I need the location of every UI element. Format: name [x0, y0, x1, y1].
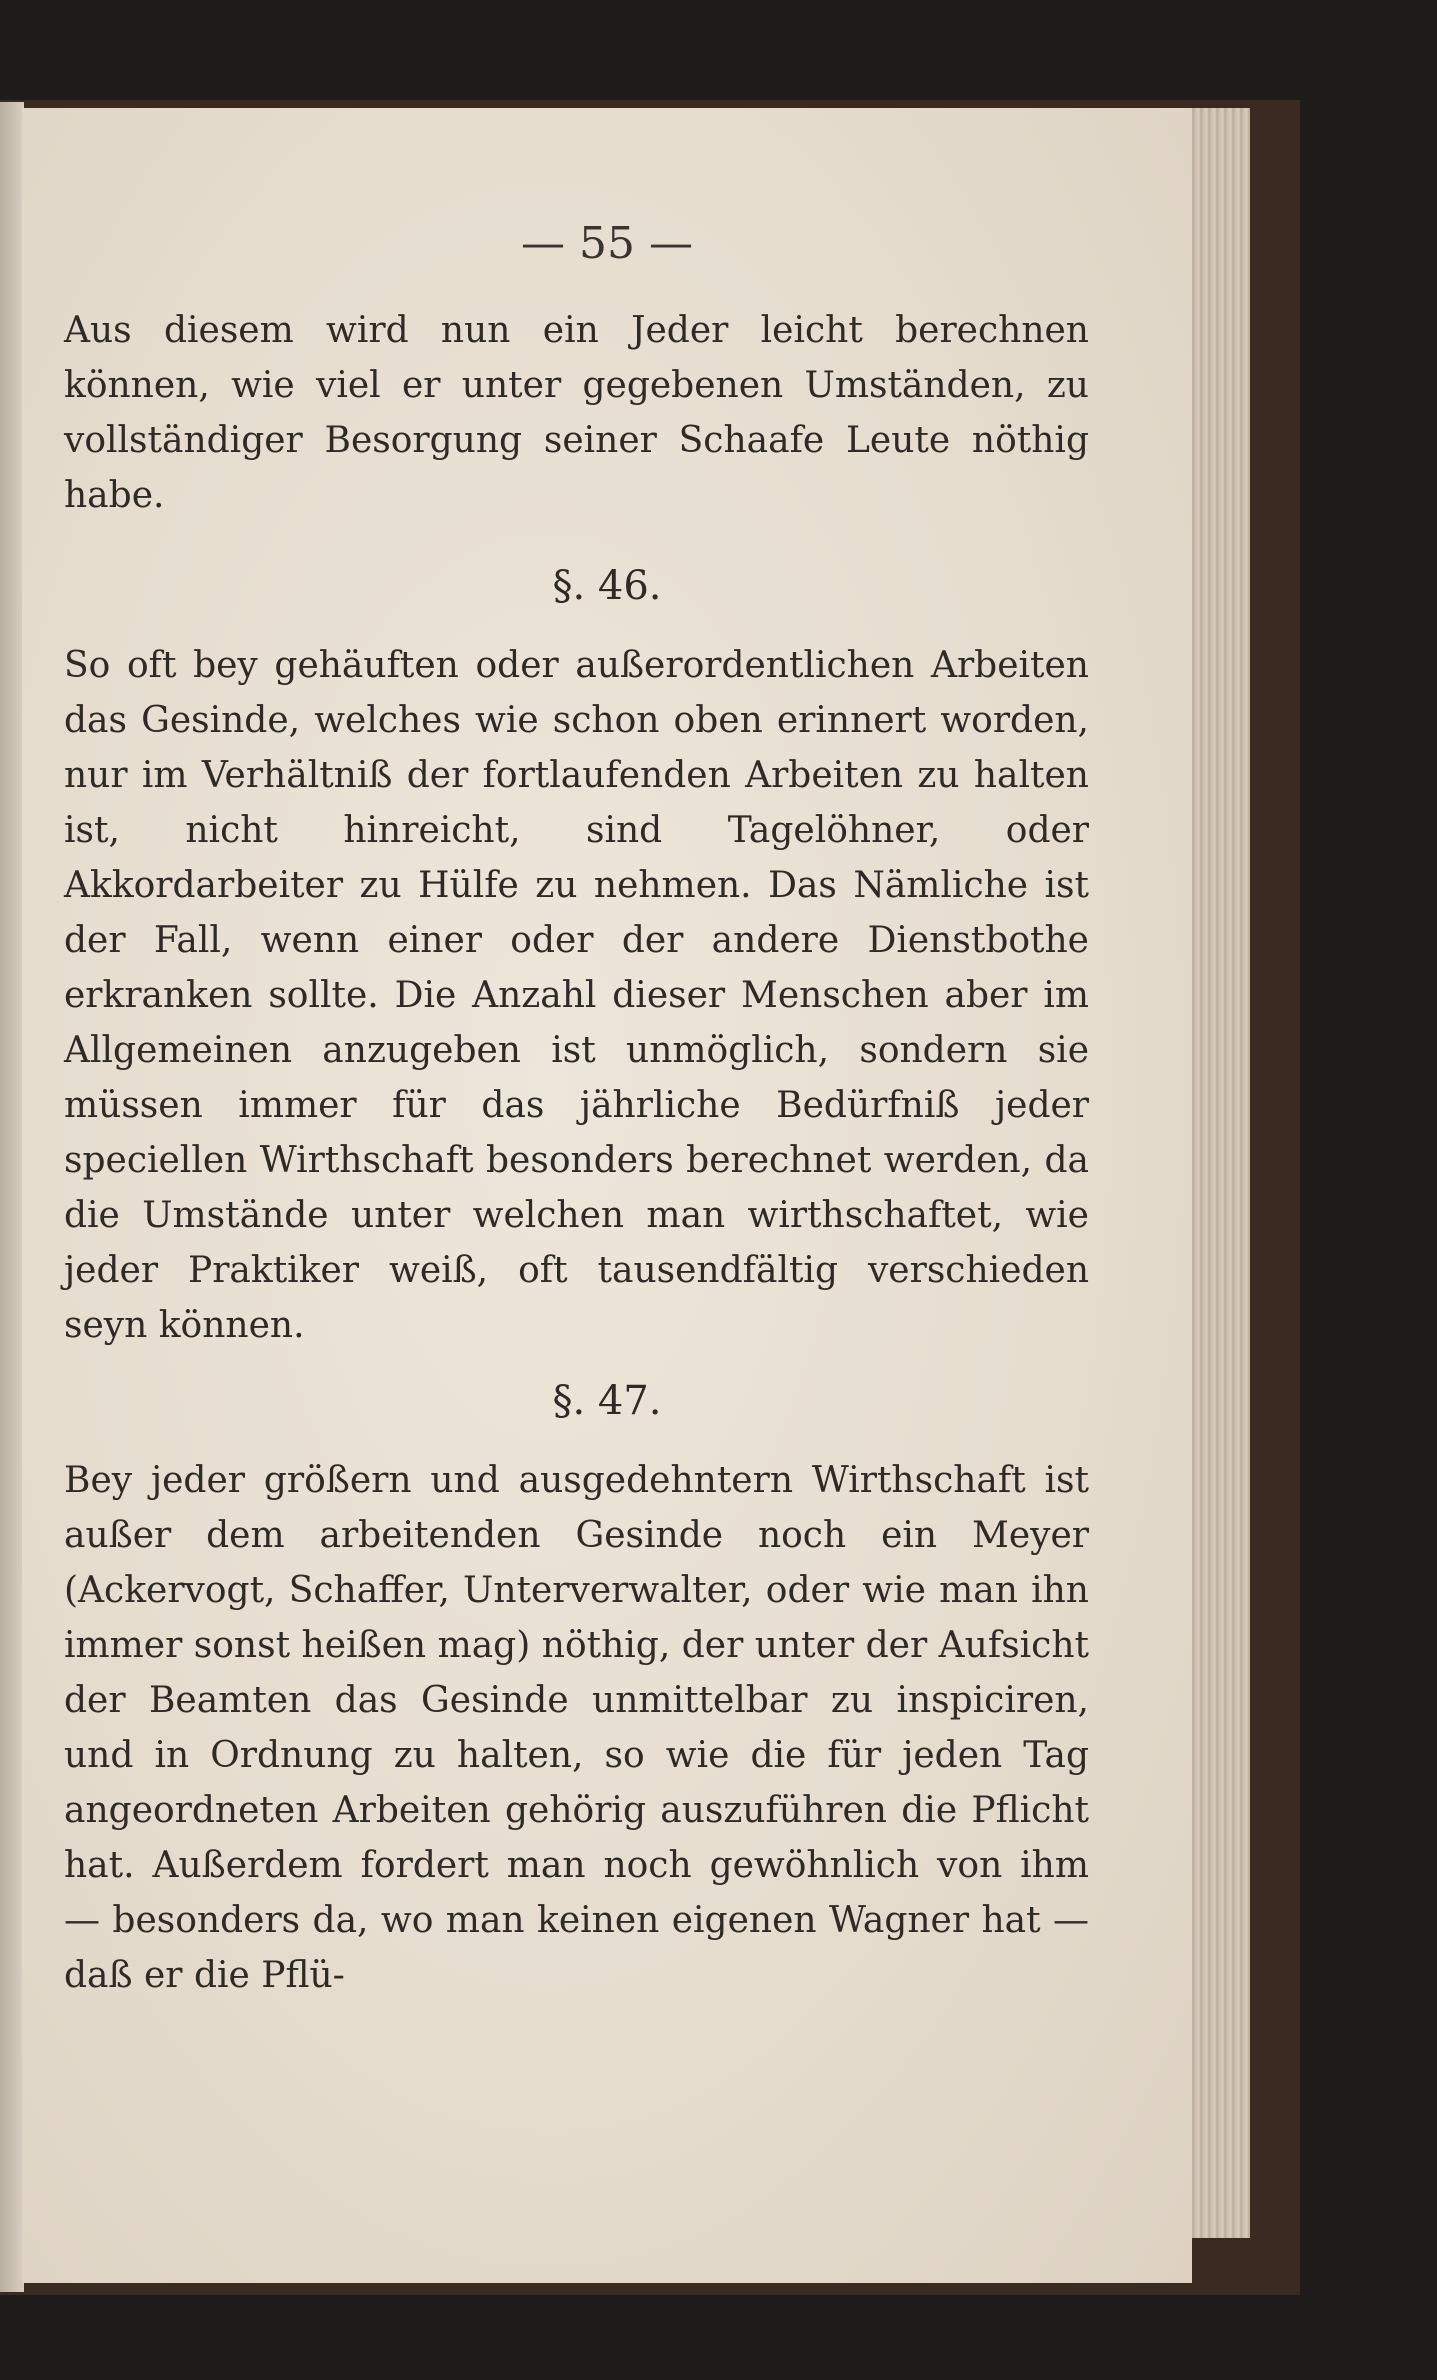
left-page-edge	[0, 102, 24, 2292]
paragraph-1: Aus diesem wird nun ein Jeder leicht berechnen können, wie viel er unter gegebenen Umständen, zu vollständiger Besorgung seiner Schaafe Leute nöthig habe.	[64, 310, 1089, 516]
section-heading-46: §. 46.	[552, 563, 662, 609]
book-page	[22, 108, 1192, 2283]
page-number: — 55 —	[521, 218, 693, 269]
section-heading-47: §. 47.	[552, 1378, 662, 1424]
paragraph-3: Bey jeder größern und ausgedehntern Wirthschaft ist außer dem arbeitenden Gesinde noch ein Meyer (Ackervogt, Schaffer, Unterverwalter, oder wie man ihn immer sonst heißen mag) nöthig, der unter der Aufsicht der Beamten das Gesinde unmittelbar zu inspiciren, und in Ordnung zu halten, so wie die für jeden Tag angeordneten Arbeiten gehörig auszuführen die Pflicht hat. Außerdem fordert man noch gewöhnlich von ihm — besonders da, wo man keinen eigenen Wagner hat — daß er die Pflü-	[64, 1460, 1089, 1996]
paragraph-2: So oft bey gehäuften oder außerordentlichen Arbeiten das Gesinde, welches wie schon oben erinnert worden, nur im Verhältniß der fortlaufenden Arbeiten zu halten ist, nicht hinreicht, sind Tagelöhner, oder Akkordarbeiter zu Hülfe zu nehmen. Das Nämliche ist der Fall, wenn einer oder der andere Dienstbothe erkranken sollte. Die Anzahl dieser Menschen aber im Allgemeinen anzugeben ist unmöglich, sondern sie müssen immer für das jährliche Bedürfniß jeder speciellen Wirthschaft besonders berechnet werden, da die Umstände unter welchen man wirthschaftet, wie jeder Praktiker weiß, oft tausendfältig verschieden seyn können.	[64, 645, 1089, 1346]
